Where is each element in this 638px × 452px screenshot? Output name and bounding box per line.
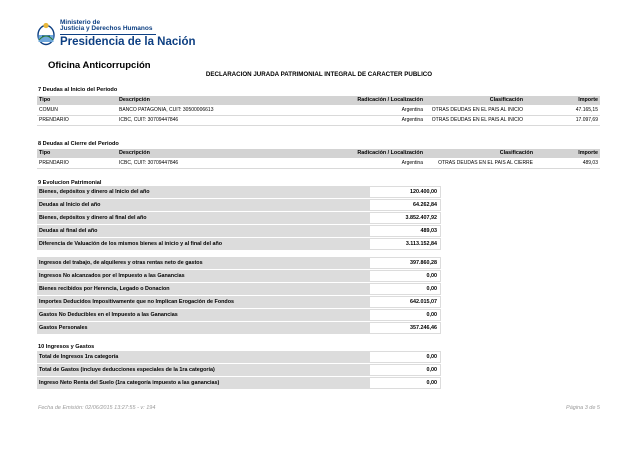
evolution-row [37,296,441,309]
evolution-row [37,186,441,199]
cell-importe: 47.165,15 [525,105,600,115]
page-number: Página 3 de 5 [566,405,600,411]
logo-divider [60,34,156,35]
cell-tipo: PRENDARIO [37,158,117,168]
row-value: 120.400,00 [370,187,440,197]
cell-descripcion: ICBC, CUIT: 30709447846 [117,158,267,168]
income-expenses-block [37,351,441,390]
row-label: Ingreso Neto Renta del Suelo (1ra categoría impuesto a las ganancias) [39,380,220,386]
cell-tipo: COMUN [37,105,117,115]
evolution-row [37,212,441,225]
cell-descripcion: ICBC, CUIT: 30709447846 [117,115,267,125]
cell-tipo: PRENDARIO [37,115,117,125]
row-value: 0,00 [370,271,440,281]
row-value: 3.852.407,92 [370,213,440,223]
row-label: Ingresos No alcanzados por el Impuesto a las Ganancias [39,273,185,279]
evolution-row [37,322,441,335]
evolution-row [37,270,441,283]
section-9-title: 9 Evolucion Patrimonial [38,180,102,186]
row-value: 64.262,84 [370,200,440,210]
table-header-row [37,96,600,105]
column-header-clasificacion: Clasificación [425,96,525,105]
cell-clasificacion: OTRAS DEUDAS EN EL PAIS AL INICIO [425,105,525,115]
evolution-row [37,199,441,212]
office-name: Oficina Anticorrupción [48,60,151,71]
debts-end-table [37,149,600,169]
evolution-row [37,283,441,296]
row-value: 0,00 [370,310,440,320]
table-row [37,105,600,115]
logo-line-justice: Justicia y Derechos Humanos [60,25,153,33]
evolution-row [37,309,441,322]
row-value: 357.246,46 [370,323,440,333]
emission-date: Fecha de Emisión: 02/06/2015 13:27:55 - v: 194 [38,405,156,411]
row-value: 0,00 [370,352,440,362]
row-label: Diferencia de Valuación de los mismos bienes al inicio y al final del año [39,241,223,247]
cell-descripcion: BANCO PATAGONIA, CUIT: 30500006613 [117,105,267,115]
evolution-row [37,225,441,238]
table-row [37,158,600,168]
row-value: 642.015,07 [370,297,440,307]
row-value: 3.113.152,84 [370,239,440,249]
column-header-importe: Importe [525,96,600,105]
row-label: Deudas al final del año [39,228,98,234]
income-row [37,351,441,364]
section-8-title: 8 Deudas al Cierre del Periodo [38,141,119,147]
row-value: 0,00 [370,378,440,388]
income-row [37,364,441,377]
income-row [37,377,441,390]
row-label: Gastos Personales [39,325,88,331]
row-label: Bienes, depósitos y dinero al final del año [39,215,147,221]
row-label: Ingresos del trabajo, de alquileres y otras rentas neto de gastos [39,260,203,266]
cell-importe: 489,03 [535,158,600,168]
cell-radicacion: Argentina [267,158,425,168]
row-value: 397.860,28 [370,258,440,268]
row-label: Total de Ingresos 1ra categoría [39,354,119,360]
evolution-row [37,238,441,251]
column-header-descripcion: Descripción [117,149,267,158]
cell-radicacion: Argentina [267,115,425,125]
argentina-seal-icon [36,22,56,46]
column-header-importe: Importe [535,149,600,158]
cell-radicacion: Argentina [267,105,425,115]
column-header-descripcion: Descripción [117,96,267,105]
cell-clasificacion: OTRAS DEUDAS EN EL PAIS AL CIERRE [425,158,535,168]
table-row [37,115,600,125]
debts-start-table [37,96,600,126]
row-value: 0,00 [370,365,440,375]
evolution-row [37,257,441,270]
row-label: Bienes, depósitos y dinero al Inicio del año [39,189,150,195]
logo-line-ministry: Ministerio de [60,18,101,26]
column-header-tipo: Tipo [37,149,117,158]
row-label: Importes Deducidos Impositivamente que no Implican Erogación de Fondos [39,299,234,305]
row-label: Gastos No Deducibles en el Impuesto a las Ganancias [39,312,178,318]
table-header-row [37,149,600,158]
row-label: Total de Gastos (incluye deducciones especiales de la 1ra categoría) [39,367,215,373]
patrimonial-evolution-group-2 [37,257,441,335]
row-label: Bienes recibidos por Herencia, Legado o Donacion [39,286,170,292]
column-header-tipo: Tipo [37,96,117,105]
row-value: 0,00 [370,284,440,294]
cell-clasificacion: OTRAS DEUDAS EN EL PAIS AL INICIO [425,115,525,125]
logo-line-presidency: Presidencia de la Nación [60,36,196,49]
row-value: 489,03 [370,226,440,236]
column-header-clasificacion: Clasificación [425,149,535,158]
row-label: Deudas al Inicio del año [39,202,101,208]
section-7-title: 7 Deudas al Inicio del Periodo [38,87,118,93]
section-10-title: 10 Ingresos y Gastos [38,344,95,350]
ministry-logo [36,14,196,54]
document-title: DECLARACION JURADA PATRIMONIAL INTEGRAL DE CARACTER PUBLICO [205,71,433,78]
cell-importe: 17.097,69 [525,115,600,125]
column-header-radicacion: Radicación / Localización [267,96,425,105]
column-header-radicacion: Radicación / Localización [267,149,425,158]
patrimonial-evolution-group-1 [37,186,441,251]
